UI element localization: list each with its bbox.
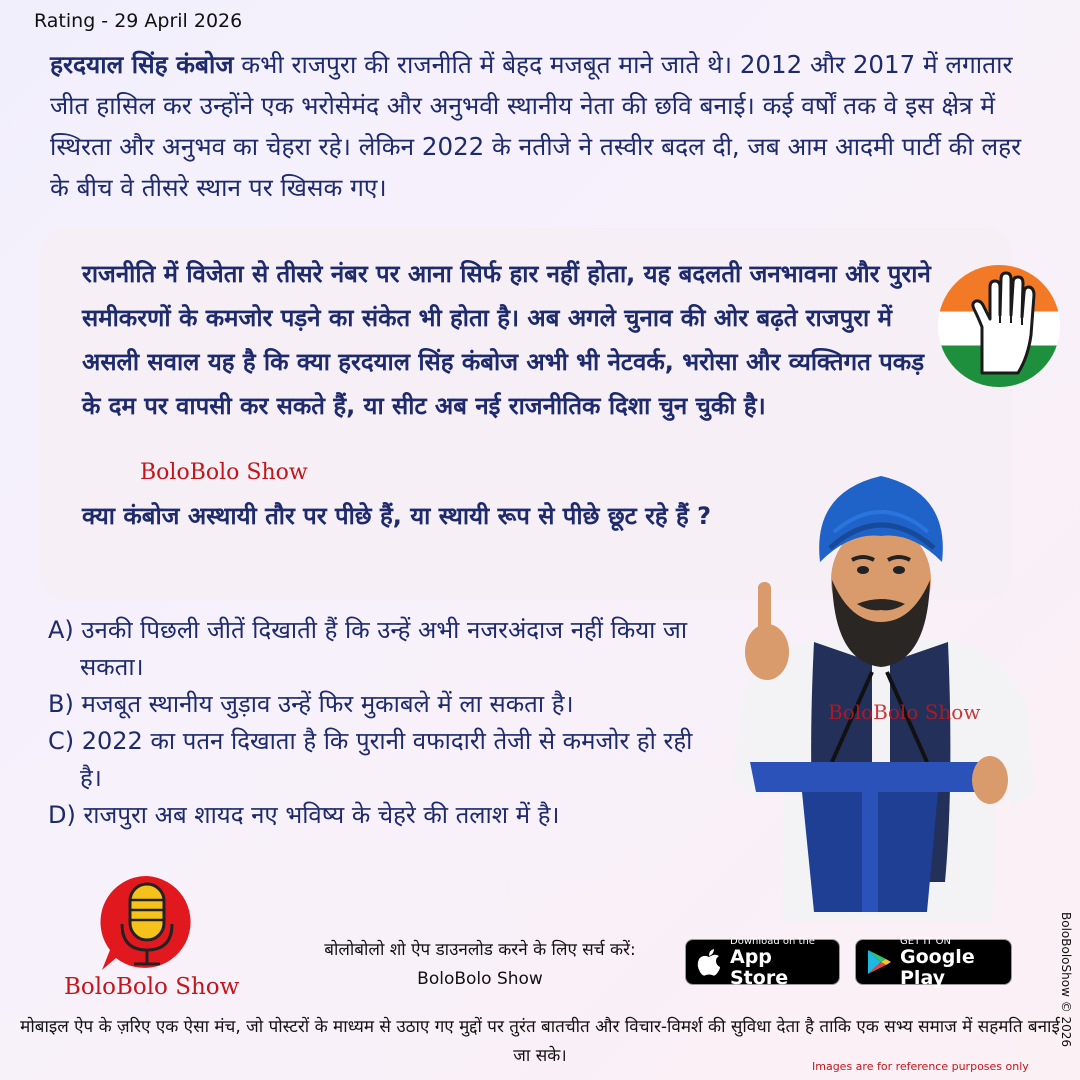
- podcast-mic-logo: [92, 870, 202, 980]
- quote-text: राजनीति में विजेता से तीसरे नंबर पर आना सिर्फ हार नहीं होता, यह बदलती जनभावना और पुराने समीकरणों के कमजोर पड़ने का संकेत भी होता है। अब अगले चुनाव की ओर बढ़ते राजपुरा में असली सवाल यह है कि क्या हरदयाल सिंह कंबोज अभी भी नेटवर्क, भरोसा और व्यक्तिगत पकड़ के दम पर वापसी कर सकते हैं, या सीट अब नई राजनीतिक दिशा चुन चुकी है।: [82, 260, 931, 420]
- option-b[interactable]: B) मजबूत स्थानीय जुड़ाव उन्हें फिर मुकाबले में ला सकता है।: [48, 690, 574, 718]
- party-hand-logo: [938, 265, 1060, 387]
- intro-name: हरदयाल सिंह कंबोज: [50, 50, 234, 79]
- poll-options: [48, 612, 708, 834]
- leader-illustration: [722, 462, 1040, 922]
- image-disclaimer: Images are for reference purposes only: [812, 1060, 1029, 1073]
- brand-watermark: BoloBolo Show: [140, 460, 308, 485]
- download-line: बोलोबोलो शो ऐप डाउनलोड करने के लिए सर्च करें:: [324, 940, 636, 960]
- post-date: Rating - 29 April 2026: [34, 10, 243, 32]
- google-play-icon: [866, 948, 892, 976]
- intro-text: कभी राजपुरा की राजनीति में बेहद मजबूत माने जाते थे। 2012 और 2017 में लगातार जीत हासिल कर उन्होंने एक भरोसेमंद और अनुभवी स्थानीय नेता की छवि बनाई। कई वर्षों तक वे इस क्षेत्र में स्थिरता और अनुभव का चेहरा रहे। लेकिन 2022 के नतीजे ने तस्वीर बदल दी, जब आम आदमी पार्टी की लहर के बीच वे तीसरे स्थान पर खिसक गए।: [50, 50, 1022, 202]
- brand-logo-text: BoloBolo Show: [64, 974, 240, 1000]
- leader-watermark: BoloBolo Show: [828, 700, 981, 724]
- hand-icon: [938, 265, 1060, 387]
- intro-paragraph: [50, 44, 1035, 208]
- option-d[interactable]: D) राजपुरा अब शायद नए भविष्य के चेहरे की तलाश में है।: [48, 801, 560, 829]
- appstore-label: App Store: [730, 945, 789, 989]
- appstore-small-label: Download on the: [730, 935, 815, 947]
- copyright-text: BoloBoloShow © 2026: [1059, 912, 1073, 1048]
- option-a[interactable]: A) उनकी पिछली जीतें दिखाती हैं कि उन्हें अभी नजरअंदाज नहीं किया जा सकता।: [48, 616, 688, 681]
- google-play-button[interactable]: [855, 935, 1012, 989]
- poll-question: क्या कंबोज अस्थायी तौर पर पीछे हैं, या स्थायी रूप से पीछे छूट रहे हैं ?: [82, 502, 712, 530]
- microphone-icon: [92, 870, 202, 980]
- download-prompt: [300, 936, 660, 994]
- footer-tagline: मोबाइल ऐप के ज़रिए एक ऐसा मंच, जो पोस्टरों के माध्यम से उठाए गए मुद्दों पर तुरंत बातचीत और विचार-विमर्श की सुविधा देता है ताकि एक सभ्य समाज में सहमति बनाई जा सके।: [20, 1017, 1060, 1066]
- apple-icon: [696, 947, 722, 977]
- option-c[interactable]: C) 2022 का पतन दिखाता है कि पुरानी वफादारी तेजी से कमजोर हो रही है।: [48, 727, 693, 792]
- play-label: Google Play: [900, 945, 975, 989]
- app-name: BoloBolo Show: [417, 969, 543, 989]
- play-small-label: GET IT ON: [900, 935, 951, 947]
- app-store-button[interactable]: [685, 935, 840, 989]
- copyright-vertical: [1048, 912, 1073, 1062]
